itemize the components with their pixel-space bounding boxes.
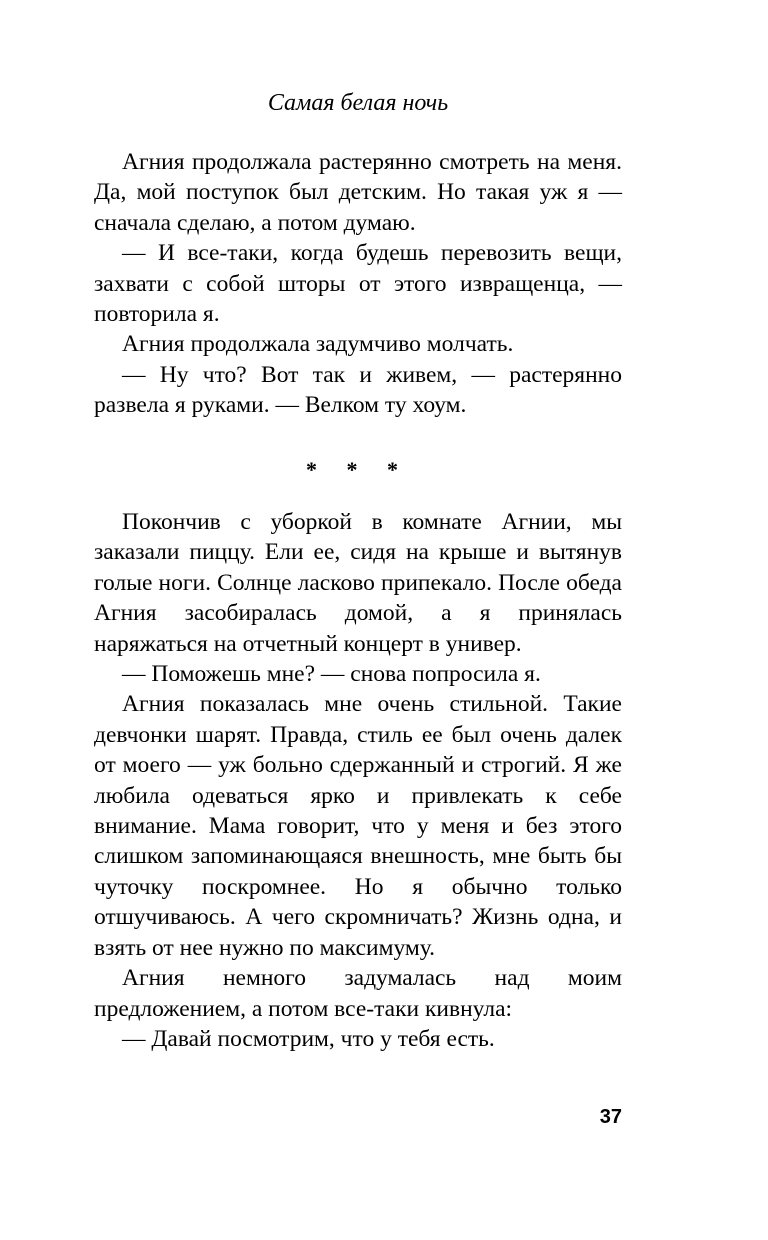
paragraph: Агния немного задумалась над моим предложением, а потом все-таки кивнула: [94, 965, 622, 1022]
text-section-1 [94, 147, 622, 421]
paragraph: — Поможешь мне? — снова попросила я. [122, 661, 541, 688]
paragraph: — И все-таки, когда будешь перевозить вещи, захвати с собой шторы от этого извращенца, — повторила я. [94, 240, 622, 328]
book-page [94, 0, 622, 1240]
running-title: Самая белая ночь [267, 90, 449, 116]
paragraph: Агния продолжала задумчиво молчать. [122, 331, 514, 358]
paragraph: Покончив с уборкой в комнате Агнии, мы заказали пиццу. Ели ее, сидя на крыше и вытянув голые ноги. Солнце ласково припекало. После обеда Агния засобиралась домой, а я принялась наряжаться на отчетный концерт в универ. [94, 509, 622, 657]
paragraph: Агния показалась мне очень стильной. Такие девчонки шарят. Правда, стиль ее был очень далек от моего — уж больно сдержанный и строгий. Я же любила одеваться ярко и привлекать к себе внимание. Мама говорит, что у меня и без этого слишком запоминающаяся внешность, мне быть бы чуточку поскромнее. Но я обычно только отшучиваюсь. А чего скромничать? Жизнь одна, и взять от нее нужно по максимуму. [94, 691, 622, 961]
paragraph: — Ну что? Вот так и живем, — растерянно развела я руками. — Велком ту хоум. [94, 361, 622, 419]
paragraph: Агния продолжала растерянно смотреть на меня. Да, мой поступок был детским. Но такая уж я — сначала сделаю, а потом думаю. [94, 149, 622, 236]
page-number: 37 [599, 1106, 622, 1128]
paragraph: — Давай посмотрим, что у тебя есть. [122, 1025, 495, 1052]
text-section-2 [94, 507, 622, 1054]
section-separator: * * * [306, 457, 410, 482]
